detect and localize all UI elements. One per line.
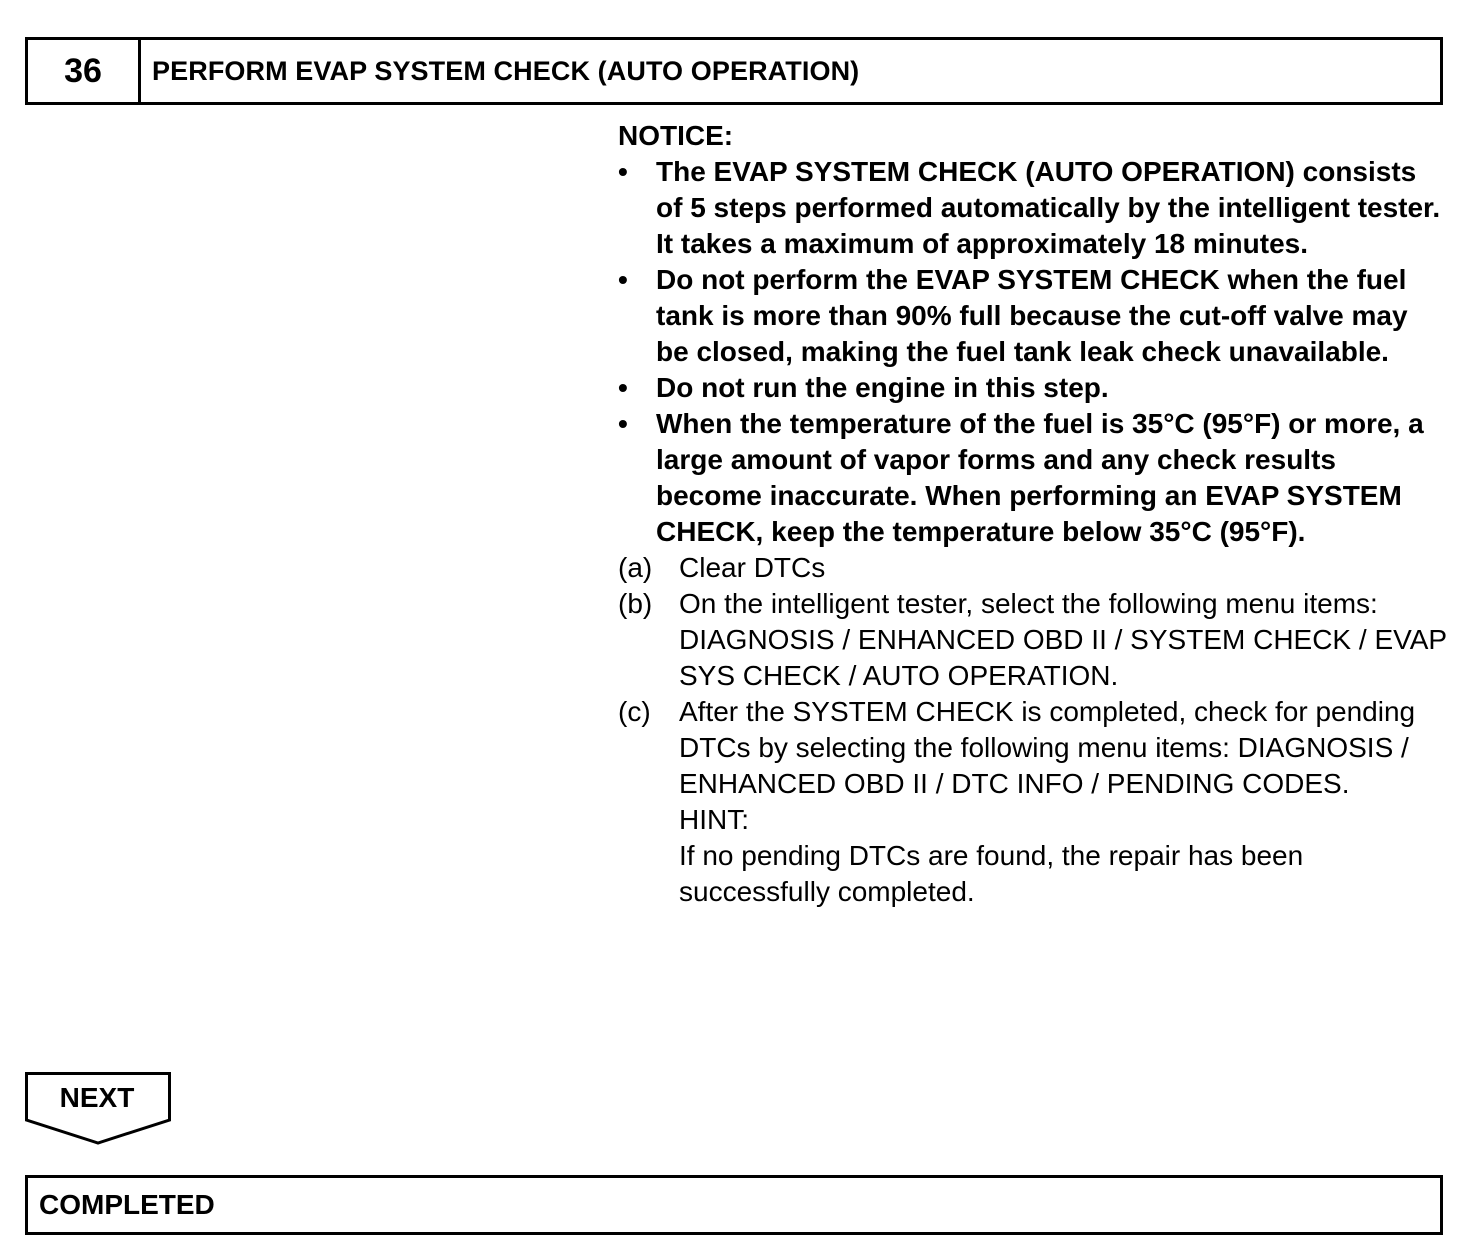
procedure-step-b (618, 586, 1448, 694)
hint-text: If no pending DTCs are found, the repair has been successfully completed. (679, 840, 1304, 907)
next-button[interactable] (25, 1072, 171, 1146)
bullet-icon: • (618, 156, 628, 187)
notice-item-text: When the temperature of the fuel is 35°C (95°F) or more, a large amount of vapor forms and any check results become inaccurate. When performing an EVAP SYSTEM CHECK, keep the temperature below 35°C (95°F). (656, 408, 1424, 547)
step-text: After the SYSTEM CHECK is completed, check for pending DTCs by selecting the following menu items: DIAGNOSIS / ENHANCED OBD II / DTC INFO / PENDING CODES. (679, 696, 1416, 799)
procedure-step-c (618, 694, 1448, 910)
step-text: On the intelligent tester, select the following menu items: DIAGNOSIS / ENHANCED OBD II / SYSTEM CHECK / EVAP SYS CHECK / AUTO OPERATION. (679, 588, 1447, 691)
procedure-list (618, 550, 1448, 910)
procedure-step-a (618, 550, 1448, 586)
notice-item (618, 262, 1448, 370)
notice-item (618, 406, 1448, 550)
notice-item (618, 370, 1448, 406)
step-number: 36 (28, 40, 141, 102)
notice-title: NOTICE: (618, 120, 734, 151)
notice-item (618, 154, 1448, 262)
result-box-completed (25, 1175, 1443, 1235)
step-title: PERFORM EVAP SYSTEM CHECK (AUTO OPERATION) (152, 55, 860, 86)
result-label: COMPLETED (39, 1189, 215, 1220)
notice-item-text: Do not perform the EVAP SYSTEM CHECK when the fuel tank is more than 90% full because the cut-off valve may be closed, making the fuel tank leak check unavailable. (656, 264, 1408, 367)
bullet-icon: • (618, 372, 628, 403)
step-marker: (c) (618, 696, 651, 727)
notice-item-text: The EVAP SYSTEM CHECK (AUTO OPERATION) consists of 5 steps performed automatically by the intelligent tester. It takes a maximum of approximately 18 minutes. (656, 156, 1441, 259)
bullet-icon: • (618, 408, 628, 439)
notice-item-text: Do not run the engine in this step. (656, 372, 1109, 403)
step-text: Clear DTCs (679, 552, 826, 583)
step-marker: (b) (618, 588, 653, 619)
step-marker: (a) (618, 552, 653, 583)
next-label: NEXT (59, 1082, 135, 1113)
bullet-icon: • (618, 264, 628, 295)
step-header (25, 37, 1443, 105)
hint-label: HINT: (679, 804, 749, 835)
step-content (618, 118, 1448, 910)
notice-list (618, 154, 1448, 550)
